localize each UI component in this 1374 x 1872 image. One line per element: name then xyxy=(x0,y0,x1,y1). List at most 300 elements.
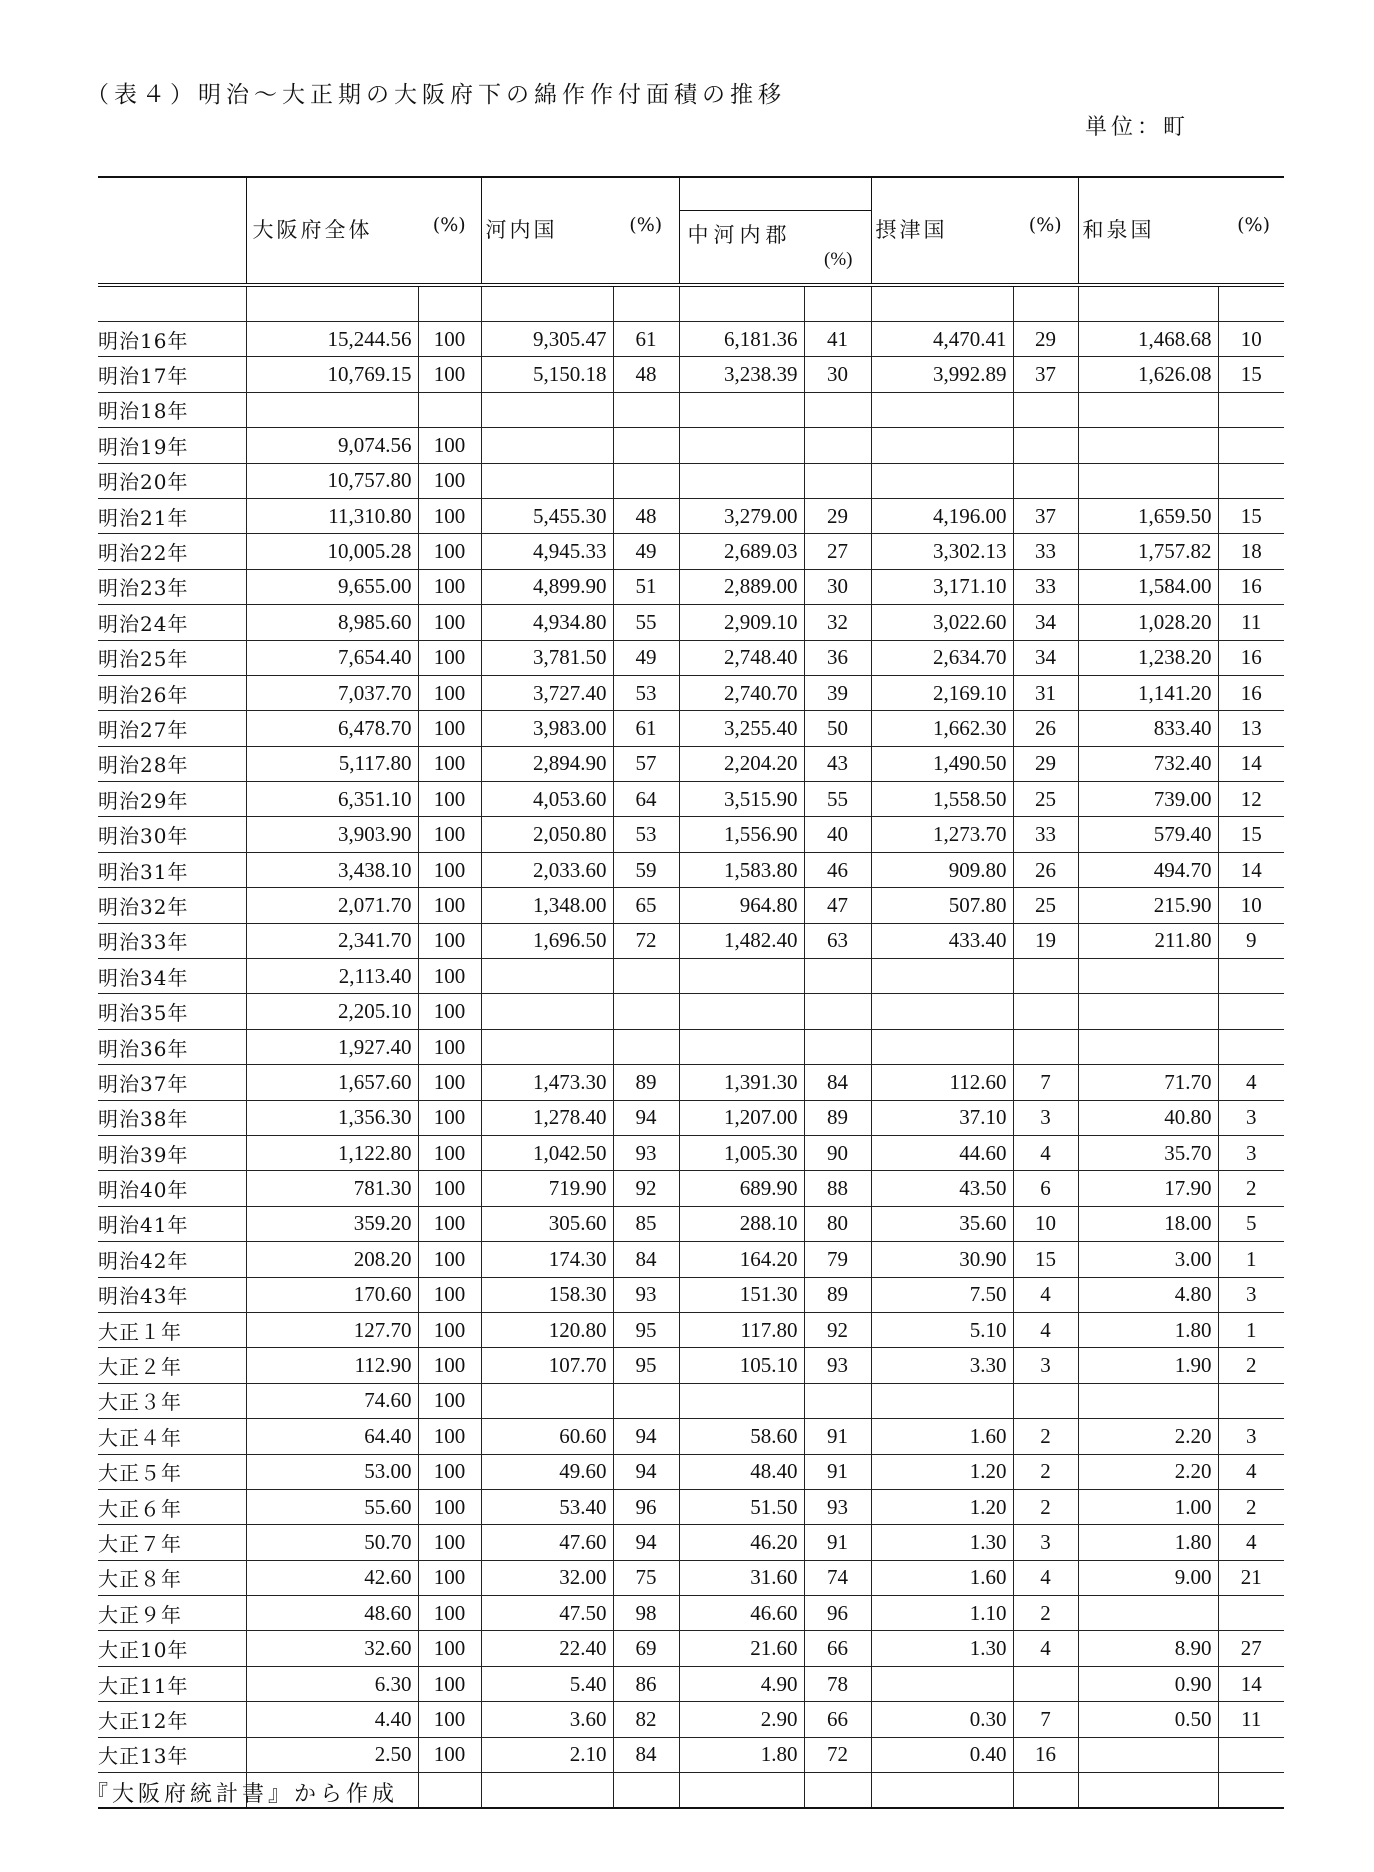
cell-izumi-pct: 11 xyxy=(1218,605,1284,640)
cell-izumi: 4.80 xyxy=(1078,1277,1218,1312)
cell-kawachi: 9,305.47 xyxy=(481,322,613,357)
cell-naka-kawachi-pct: 89 xyxy=(804,1277,871,1312)
table-row xyxy=(98,1560,1284,1595)
cell-kawachi: 3,727.40 xyxy=(481,675,613,710)
cell-naka-kawachi-pct: 32 xyxy=(804,605,871,640)
cell-kawachi: 2,033.60 xyxy=(481,852,613,887)
cell-izumi xyxy=(1078,463,1218,498)
cell-settsu-pct xyxy=(1013,959,1078,994)
header-settsu-label: 摂津国 xyxy=(875,218,948,242)
cell-naka-kawachi xyxy=(679,1383,804,1418)
header-osaka xyxy=(246,177,418,285)
cell-naka-kawachi-pct: 80 xyxy=(804,1206,871,1241)
cell-kawachi-pct: 65 xyxy=(613,888,679,923)
cell-empty xyxy=(481,1773,613,1809)
cell-naka-kawachi: 2,740.70 xyxy=(679,675,804,710)
cell-settsu xyxy=(871,1383,1013,1418)
cell-kawachi: 120.80 xyxy=(481,1312,613,1347)
cell-kawachi-pct xyxy=(613,1383,679,1418)
table-row xyxy=(98,746,1284,781)
cell-izumi-pct: 13 xyxy=(1218,711,1284,746)
cell-osaka-pct: 100 xyxy=(418,1348,481,1383)
cell-osaka-pct: 100 xyxy=(418,923,481,958)
cell-naka-kawachi: 1,391.30 xyxy=(679,1065,804,1100)
cell-izumi-pct xyxy=(1218,1737,1284,1772)
cell-kawachi: 49.60 xyxy=(481,1454,613,1489)
cell-naka-kawachi: 1,482.40 xyxy=(679,923,804,958)
cell-naka-kawachi: 3,238.39 xyxy=(679,357,804,392)
table-row xyxy=(98,1242,1284,1277)
cell-izumi-pct: 16 xyxy=(1218,569,1284,604)
cell-year: 明治35年 xyxy=(98,994,246,1029)
table-row xyxy=(98,1135,1284,1170)
cell-izumi: 9.00 xyxy=(1078,1560,1218,1595)
cell-kawachi: 158.30 xyxy=(481,1277,613,1312)
cell-izumi: 0.50 xyxy=(1078,1702,1218,1737)
table-row xyxy=(98,1065,1284,1100)
cell-kawachi-pct: 95 xyxy=(613,1348,679,1383)
cell-kawachi-pct: 61 xyxy=(613,322,679,357)
cell-settsu-pct: 3 xyxy=(1013,1348,1078,1383)
source-note: 『大阪府統計書』から作成 xyxy=(86,1782,399,1807)
table-row xyxy=(98,923,1284,958)
cell-izumi-pct xyxy=(1218,463,1284,498)
cell-settsu: 3,992.89 xyxy=(871,357,1013,392)
cell-settsu xyxy=(871,463,1013,498)
cell-settsu-pct xyxy=(1013,1029,1078,1064)
cell-kawachi-pct: 57 xyxy=(613,746,679,781)
table-row xyxy=(98,463,1284,498)
cell-izumi-pct: 3 xyxy=(1218,1135,1284,1170)
cell-settsu-pct: 3 xyxy=(1013,1100,1078,1135)
cell-naka-kawachi-pct: 30 xyxy=(804,569,871,604)
cell-settsu: 3,171.10 xyxy=(871,569,1013,604)
cell-year: 大正５年 xyxy=(98,1454,246,1489)
cell-kawachi: 719.90 xyxy=(481,1171,613,1206)
cell-osaka: 8,985.60 xyxy=(246,605,418,640)
cell-kawachi: 47.60 xyxy=(481,1525,613,1560)
cell-settsu: 1.20 xyxy=(871,1489,1013,1524)
cell-naka-kawachi-pct xyxy=(804,428,871,463)
cell-osaka-pct: 100 xyxy=(418,640,481,675)
cell-settsu-pct: 26 xyxy=(1013,852,1078,887)
cell-naka-kawachi-pct: 36 xyxy=(804,640,871,675)
cell-settsu: 3,302.13 xyxy=(871,534,1013,569)
cell-settsu-pct: 15 xyxy=(1013,1242,1078,1277)
cell-naka-kawachi: 2,748.40 xyxy=(679,640,804,675)
cell-izumi: 1,141.20 xyxy=(1078,675,1218,710)
cell-kawachi-pct: 48 xyxy=(613,498,679,533)
table-row xyxy=(98,1702,1284,1737)
cell-osaka: 74.60 xyxy=(246,1383,418,1418)
cell-year: 明治19年 xyxy=(98,428,246,463)
cell-naka-kawachi-pct: 84 xyxy=(804,1065,871,1100)
cell-settsu: 1.60 xyxy=(871,1419,1013,1454)
cell-year: 明治43年 xyxy=(98,1277,246,1312)
cell-osaka: 64.40 xyxy=(246,1419,418,1454)
cell-naka-kawachi-pct: 46 xyxy=(804,852,871,887)
cell-empty xyxy=(804,285,871,322)
cell-izumi-pct: 18 xyxy=(1218,534,1284,569)
cell-kawachi: 1,042.50 xyxy=(481,1135,613,1170)
cell-naka-kawachi xyxy=(679,1029,804,1064)
cell-osaka: 42.60 xyxy=(246,1560,418,1595)
cell-osaka: 15,244.56 xyxy=(246,322,418,357)
cell-settsu: 1.10 xyxy=(871,1596,1013,1631)
cell-naka-kawachi: 1,207.00 xyxy=(679,1100,804,1135)
cell-kawachi-pct: 49 xyxy=(613,640,679,675)
cell-settsu-pct: 33 xyxy=(1013,569,1078,604)
cell-izumi: 833.40 xyxy=(1078,711,1218,746)
cell-naka-kawachi: 4.90 xyxy=(679,1666,804,1701)
cell-settsu-pct: 2 xyxy=(1013,1596,1078,1631)
cell-izumi-pct: 16 xyxy=(1218,640,1284,675)
cell-izumi: 215.90 xyxy=(1078,888,1218,923)
cell-izumi-pct: 9 xyxy=(1218,923,1284,958)
cell-kawachi: 5.40 xyxy=(481,1666,613,1701)
cell-naka-kawachi-pct xyxy=(804,994,871,1029)
cell-naka-kawachi-pct xyxy=(804,463,871,498)
cell-settsu: 2,634.70 xyxy=(871,640,1013,675)
cell-naka-kawachi: 2,889.00 xyxy=(679,569,804,604)
cell-settsu: 3.30 xyxy=(871,1348,1013,1383)
cell-kawachi: 5,150.18 xyxy=(481,357,613,392)
cell-settsu: 0.40 xyxy=(871,1737,1013,1772)
cell-naka-kawachi-pct: 41 xyxy=(804,322,871,357)
cell-empty xyxy=(871,1773,1013,1809)
cell-naka-kawachi xyxy=(679,463,804,498)
cell-naka-kawachi: 689.90 xyxy=(679,1171,804,1206)
table-row xyxy=(98,1171,1284,1206)
cell-izumi-pct xyxy=(1218,1383,1284,1418)
cell-year: 明治41年 xyxy=(98,1206,246,1241)
cell-izumi-pct: 10 xyxy=(1218,322,1284,357)
header-kawachi-label: 河内国 xyxy=(485,218,558,242)
table-row xyxy=(98,817,1284,852)
cell-kawachi-pct: 64 xyxy=(613,782,679,817)
cell-kawachi: 3,983.00 xyxy=(481,711,613,746)
cell-naka-kawachi: 21.60 xyxy=(679,1631,804,1666)
cell-kawachi-pct: 94 xyxy=(613,1100,679,1135)
cell-naka-kawachi-pct: 66 xyxy=(804,1631,871,1666)
cell-kawachi-pct: 61 xyxy=(613,711,679,746)
cell-naka-kawachi xyxy=(679,428,804,463)
cell-kawachi: 5,455.30 xyxy=(481,498,613,533)
cell-year: 明治30年 xyxy=(98,817,246,852)
cell-osaka-pct: 100 xyxy=(418,852,481,887)
cell-kawachi-pct: 92 xyxy=(613,1171,679,1206)
header-osaka-label: 大阪府全体 xyxy=(252,218,373,242)
cell-izumi xyxy=(1078,1737,1218,1772)
cell-kawachi: 107.70 xyxy=(481,1348,613,1383)
header-naka-kawachi-box xyxy=(680,210,871,283)
cell-year: 大正13年 xyxy=(98,1737,246,1772)
cell-osaka-pct: 100 xyxy=(418,959,481,994)
cell-izumi: 579.40 xyxy=(1078,817,1218,852)
cell-year: 大正９年 xyxy=(98,1596,246,1631)
cell-osaka-pct: 100 xyxy=(418,1383,481,1418)
cell-osaka-pct: 100 xyxy=(418,994,481,1029)
header-izumi-label: 和泉国 xyxy=(1082,218,1155,242)
cell-izumi-pct: 4 xyxy=(1218,1454,1284,1489)
cell-kawachi: 4,899.90 xyxy=(481,569,613,604)
cell-naka-kawachi-pct: 93 xyxy=(804,1348,871,1383)
cell-naka-kawachi-pct: 27 xyxy=(804,534,871,569)
cell-osaka-pct: 100 xyxy=(418,1312,481,1347)
cell-osaka: 2,113.40 xyxy=(246,959,418,994)
cell-izumi-pct xyxy=(1218,392,1284,427)
cell-naka-kawachi-pct: 63 xyxy=(804,923,871,958)
cell-year: 明治36年 xyxy=(98,1029,246,1064)
cell-year: 明治25年 xyxy=(98,640,246,675)
cell-empty xyxy=(613,1773,679,1809)
cell-izumi: 1.80 xyxy=(1078,1525,1218,1560)
cell-osaka-pct xyxy=(418,392,481,427)
cell-settsu: 0.30 xyxy=(871,1702,1013,1737)
cell-naka-kawachi: 3,515.90 xyxy=(679,782,804,817)
cell-naka-kawachi: 1.80 xyxy=(679,1737,804,1772)
cell-kawachi-pct: 96 xyxy=(613,1489,679,1524)
cell-osaka: 781.30 xyxy=(246,1171,418,1206)
cell-kawachi: 305.60 xyxy=(481,1206,613,1241)
header-naka-kawachi-label: 中河内郡 xyxy=(687,223,792,247)
cell-kawachi-pct: 69 xyxy=(613,1631,679,1666)
cell-izumi-pct xyxy=(1218,994,1284,1029)
cell-naka-kawachi: 151.30 xyxy=(679,1277,804,1312)
cell-year: 明治24年 xyxy=(98,605,246,640)
cell-kawachi-pct: 55 xyxy=(613,605,679,640)
cell-empty xyxy=(1013,1773,1078,1809)
cell-naka-kawachi-pct: 43 xyxy=(804,746,871,781)
cell-osaka-pct: 100 xyxy=(418,428,481,463)
cell-kawachi: 2.10 xyxy=(481,1737,613,1772)
cell-settsu-pct xyxy=(1013,1383,1078,1418)
cell-settsu: 43.50 xyxy=(871,1171,1013,1206)
cell-kawachi: 1,696.50 xyxy=(481,923,613,958)
cell-year: 明治18年 xyxy=(98,392,246,427)
cell-izumi-pct xyxy=(1218,1029,1284,1064)
cell-naka-kawachi: 2,204.20 xyxy=(679,746,804,781)
cell-naka-kawachi: 1,005.30 xyxy=(679,1135,804,1170)
cell-osaka-pct: 100 xyxy=(418,1242,481,1277)
cotton-acreage-table xyxy=(98,176,1284,1809)
cell-osaka: 208.20 xyxy=(246,1242,418,1277)
cell-izumi-pct: 21 xyxy=(1218,1560,1284,1595)
table-row xyxy=(98,1596,1284,1631)
cell-settsu xyxy=(871,1029,1013,1064)
cell-izumi-pct xyxy=(1218,959,1284,994)
cell-izumi-pct: 2 xyxy=(1218,1489,1284,1524)
cell-settsu-pct: 37 xyxy=(1013,498,1078,533)
header-settsu-pct xyxy=(1013,177,1078,285)
cell-kawachi-pct: 59 xyxy=(613,852,679,887)
cell-kawachi-pct: 95 xyxy=(613,1312,679,1347)
cell-izumi-pct: 5 xyxy=(1218,1206,1284,1241)
cell-osaka-pct: 100 xyxy=(418,817,481,852)
cell-year: 大正３年 xyxy=(98,1383,246,1418)
cell-naka-kawachi: 48.40 xyxy=(679,1454,804,1489)
cell-empty xyxy=(246,285,418,322)
table-row xyxy=(98,534,1284,569)
cell-naka-kawachi-pct: 91 xyxy=(804,1525,871,1560)
table-row xyxy=(98,852,1284,887)
cell-settsu-pct: 33 xyxy=(1013,534,1078,569)
cell-settsu-pct: 7 xyxy=(1013,1065,1078,1100)
cell-year: 明治34年 xyxy=(98,959,246,994)
cell-settsu: 1,662.30 xyxy=(871,711,1013,746)
cell-year: 大正４年 xyxy=(98,1419,246,1454)
cell-kawachi-pct: 94 xyxy=(613,1419,679,1454)
cell-osaka-pct: 100 xyxy=(418,782,481,817)
cell-osaka-pct: 100 xyxy=(418,1206,481,1241)
cell-naka-kawachi-pct: 50 xyxy=(804,711,871,746)
table-row xyxy=(98,357,1284,392)
cell-empty xyxy=(481,285,613,322)
cell-empty xyxy=(1218,285,1284,322)
cell-kawachi: 1,473.30 xyxy=(481,1065,613,1100)
cell-settsu-pct: 25 xyxy=(1013,782,1078,817)
cell-osaka-pct: 100 xyxy=(418,1525,481,1560)
cell-settsu-pct: 16 xyxy=(1013,1737,1078,1772)
cell-settsu-pct: 4 xyxy=(1013,1560,1078,1595)
cell-izumi-pct xyxy=(1218,428,1284,463)
cell-naka-kawachi-pct: 92 xyxy=(804,1312,871,1347)
cell-kawachi-pct: 98 xyxy=(613,1596,679,1631)
cell-izumi-pct: 4 xyxy=(1218,1525,1284,1560)
cell-osaka-pct: 100 xyxy=(418,1029,481,1064)
cell-settsu-pct: 34 xyxy=(1013,640,1078,675)
cell-kawachi xyxy=(481,428,613,463)
cell-naka-kawachi-pct xyxy=(804,1383,871,1418)
cell-kawachi: 3,781.50 xyxy=(481,640,613,675)
cell-empty xyxy=(1218,1773,1284,1809)
cell-settsu-pct: 19 xyxy=(1013,923,1078,958)
cell-naka-kawachi: 288.10 xyxy=(679,1206,804,1241)
cell-kawachi xyxy=(481,959,613,994)
cell-izumi: 1,468.68 xyxy=(1078,322,1218,357)
table-row xyxy=(98,428,1284,463)
cell-osaka-pct: 100 xyxy=(418,1100,481,1135)
cell-osaka: 7,037.70 xyxy=(246,675,418,710)
cell-empty xyxy=(679,285,804,322)
cell-naka-kawachi: 46.20 xyxy=(679,1525,804,1560)
cell-osaka-pct: 100 xyxy=(418,498,481,533)
cell-izumi: 2.20 xyxy=(1078,1454,1218,1489)
table-row xyxy=(98,1312,1284,1347)
cell-osaka-pct: 100 xyxy=(418,888,481,923)
cell-kawachi-pct: 84 xyxy=(613,1242,679,1277)
cell-izumi: 71.70 xyxy=(1078,1065,1218,1100)
cell-settsu: 507.80 xyxy=(871,888,1013,923)
cell-naka-kawachi-pct: 66 xyxy=(804,1702,871,1737)
cell-naka-kawachi: 964.80 xyxy=(679,888,804,923)
cell-kawachi xyxy=(481,1383,613,1418)
cell-naka-kawachi xyxy=(679,959,804,994)
cell-osaka: 2,341.70 xyxy=(246,923,418,958)
cell-year: 明治33年 xyxy=(98,923,246,958)
cell-settsu-pct: 7 xyxy=(1013,1702,1078,1737)
cell-naka-kawachi-pct: 47 xyxy=(804,888,871,923)
table-row xyxy=(98,498,1284,533)
cell-osaka: 6.30 xyxy=(246,1666,418,1701)
cell-settsu-pct: 33 xyxy=(1013,817,1078,852)
cell-naka-kawachi: 3,279.00 xyxy=(679,498,804,533)
header-settsu xyxy=(871,177,1013,285)
cell-settsu xyxy=(871,959,1013,994)
cell-naka-kawachi: 51.50 xyxy=(679,1489,804,1524)
cell-settsu-pct: 25 xyxy=(1013,888,1078,923)
cell-izumi: 8.90 xyxy=(1078,1631,1218,1666)
table-row xyxy=(98,675,1284,710)
cell-osaka-pct: 100 xyxy=(418,1702,481,1737)
table-row xyxy=(98,322,1284,357)
cell-kawachi xyxy=(481,463,613,498)
cell-settsu-pct: 31 xyxy=(1013,675,1078,710)
cell-kawachi: 3.60 xyxy=(481,1702,613,1737)
header-year xyxy=(98,177,246,285)
cell-izumi-pct: 1 xyxy=(1218,1312,1284,1347)
cell-izumi-pct: 15 xyxy=(1218,357,1284,392)
cell-year: 明治27年 xyxy=(98,711,246,746)
cell-year: 明治37年 xyxy=(98,1065,246,1100)
cell-empty xyxy=(613,285,679,322)
cell-settsu-pct: 29 xyxy=(1013,746,1078,781)
cell-naka-kawachi: 164.20 xyxy=(679,1242,804,1277)
cell-izumi: 17.90 xyxy=(1078,1171,1218,1206)
cell-year: 明治26年 xyxy=(98,675,246,710)
cell-naka-kawachi xyxy=(679,392,804,427)
table-row xyxy=(98,1666,1284,1701)
cell-kawachi xyxy=(481,392,613,427)
cell-year: 明治20年 xyxy=(98,463,246,498)
cell-settsu: 3,022.60 xyxy=(871,605,1013,640)
header-naka-kawachi xyxy=(679,177,871,285)
cell-naka-kawachi-pct: 91 xyxy=(804,1419,871,1454)
cell-izumi: 1.90 xyxy=(1078,1348,1218,1383)
cell-settsu: 2,169.10 xyxy=(871,675,1013,710)
cell-kawachi: 2,894.90 xyxy=(481,746,613,781)
cell-naka-kawachi: 31.60 xyxy=(679,1560,804,1595)
cell-osaka: 2,205.10 xyxy=(246,994,418,1029)
cell-naka-kawachi: 105.10 xyxy=(679,1348,804,1383)
cell-izumi xyxy=(1078,1596,1218,1631)
cell-osaka: 170.60 xyxy=(246,1277,418,1312)
cell-izumi-pct: 12 xyxy=(1218,782,1284,817)
cell-kawachi: 22.40 xyxy=(481,1631,613,1666)
cell-kawachi: 47.50 xyxy=(481,1596,613,1631)
cell-izumi-pct: 3 xyxy=(1218,1419,1284,1454)
cell-osaka: 5,117.80 xyxy=(246,746,418,781)
cell-settsu: 37.10 xyxy=(871,1100,1013,1135)
cell-osaka: 55.60 xyxy=(246,1489,418,1524)
cell-kawachi-pct: 48 xyxy=(613,357,679,392)
table-row xyxy=(98,1206,1284,1241)
cell-naka-kawachi: 2,689.03 xyxy=(679,534,804,569)
table-row xyxy=(98,1419,1284,1454)
cell-settsu: 909.80 xyxy=(871,852,1013,887)
cell-year: 明治23年 xyxy=(98,569,246,604)
cell-naka-kawachi-pct: 91 xyxy=(804,1454,871,1489)
cell-settsu-pct: 4 xyxy=(1013,1135,1078,1170)
table-row xyxy=(98,1277,1284,1312)
cell-kawachi-pct xyxy=(613,428,679,463)
cell-naka-kawachi: 1,556.90 xyxy=(679,817,804,852)
cell-kawachi-pct xyxy=(613,463,679,498)
cell-naka-kawachi-pct: 74 xyxy=(804,1560,871,1595)
cell-izumi xyxy=(1078,392,1218,427)
cell-settsu: 433.40 xyxy=(871,923,1013,958)
cell-osaka: 10,769.15 xyxy=(246,357,418,392)
